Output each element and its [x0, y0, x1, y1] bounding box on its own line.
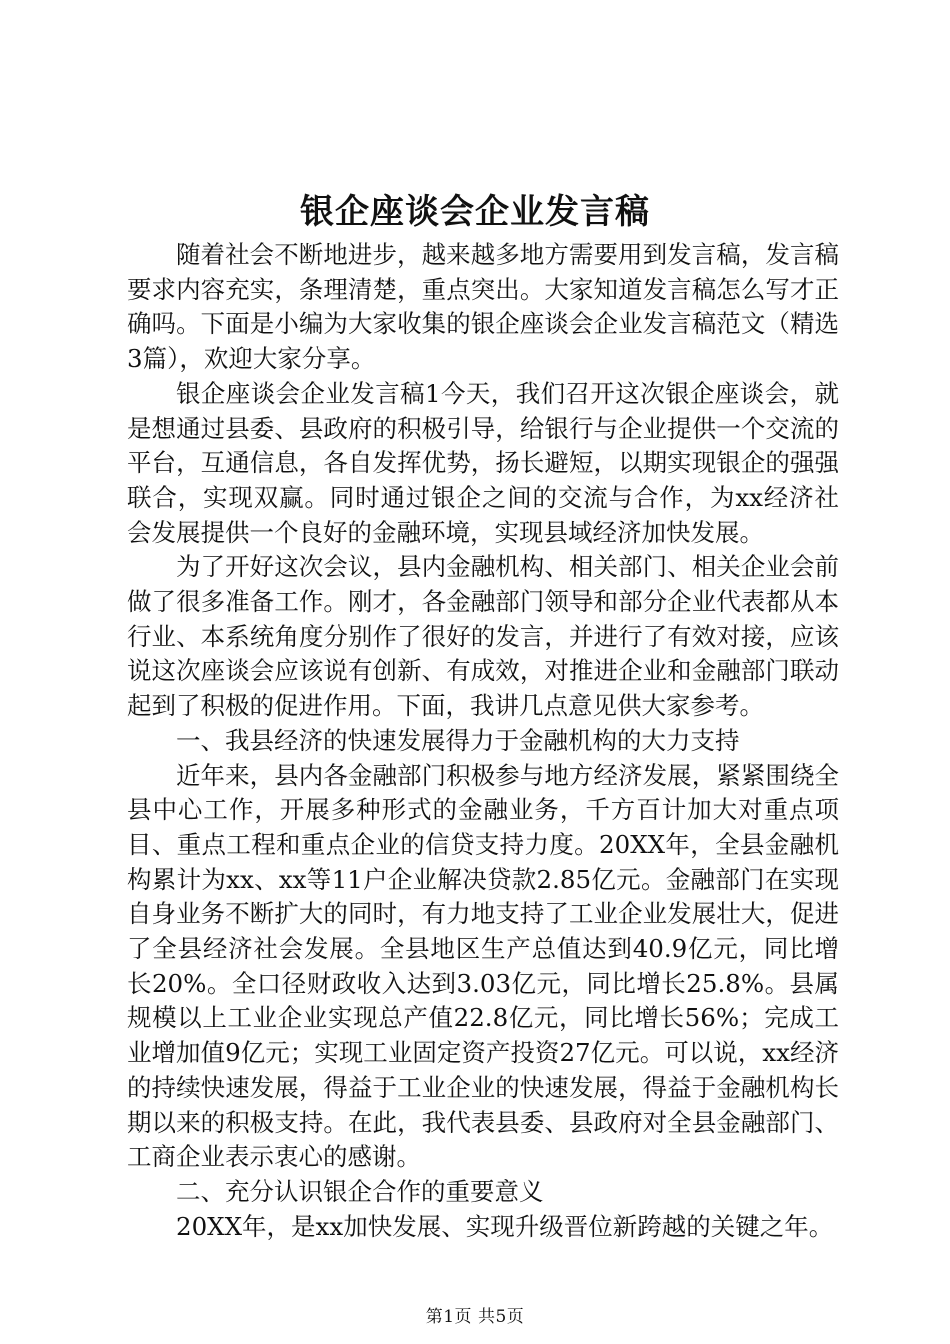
document-title: 银企座谈会企业发言稿 [300, 192, 650, 232]
paragraph-meeting-preparation: 为了开好这次会议，县内金融机构、相关部门、相关企业会前做了很多准备工作。刚才，各金融部门领导和部分企业代表都从本行业、本系统角度分别作了很好的发言，并进行了有效对接，应该说这次座谈会应该说有创新、有成效，对推进企业和金融部门联动起到了积极的促进作用。下面，我讲几点意见供大家参考。 [127, 552, 839, 721]
section-heading-1: 一、我县经济的快速发展得力于金融机构的大力支持 [176, 725, 740, 755]
paragraph-key-year: 20XX年，是xx加快发展、实现升级晋位新跨越的关键之年。 [176, 1211, 834, 1241]
paragraph-speech-1-opening: 银企座谈会企业发言稿1今天，我们召开这次银企座谈会，就是想通过县委、县政府的积极引导，给银行与企业提供一个交流的平台，互通信息，各自发挥优势，扬长避短，以期实现银企的强强联合，实现双赢。同时通过银企之间的交流与合作，为xx经济社会发展提供一个良好的金融环境，实现县域经济加快发展。 [127, 378, 839, 547]
document-body [127, 238, 839, 1244]
paragraph-intro: 随着社会不断地进步，越来越多地方需要用到发言稿，发言稿要求内容充实，条理清楚，重点突出。大家知道发言稿怎么写才正确吗。下面是小编为大家收集的银企座谈会企业发言稿范文（精选3篇），欢迎大家分享。 [127, 240, 839, 374]
section-heading-2: 二、充分认识银企合作的重要意义 [176, 1176, 544, 1206]
page-number-footer: 第1页 共5页 [425, 1307, 525, 1327]
paragraph-economic-development: 近年来，县内各金融部门积极参与地方经济发展，紧紧围绕全县中心工作，开展多种形式的金融业务，千方百计加大对重点项目、重点工程和重点企业的信贷支持力度。20XX年，全县金融机构累计为xx、xx等11户企业解决贷款2.85亿元。金融部门在实现自身业务不断扩大的同时，有力地支持了工业企业发展壮大，促进了全县经济社会发展。全县地区生产总值达到40.9亿元，同比增长20%。全口径财政收入达到3.03亿元，同比增长25.8%。县属规模以上工业企业实现总产值22.8亿元，同比增长56%；完成工业增加值9亿元；实现工业固定资产投资27亿元。可以说，xx经济的持续快速发展，得益于工业企业的快速发展，得益于金融机构长期以来的积极支持。在此，我代表县委、县政府对全县金融部门、工商企业表示衷心的感谢。 [127, 760, 839, 1172]
